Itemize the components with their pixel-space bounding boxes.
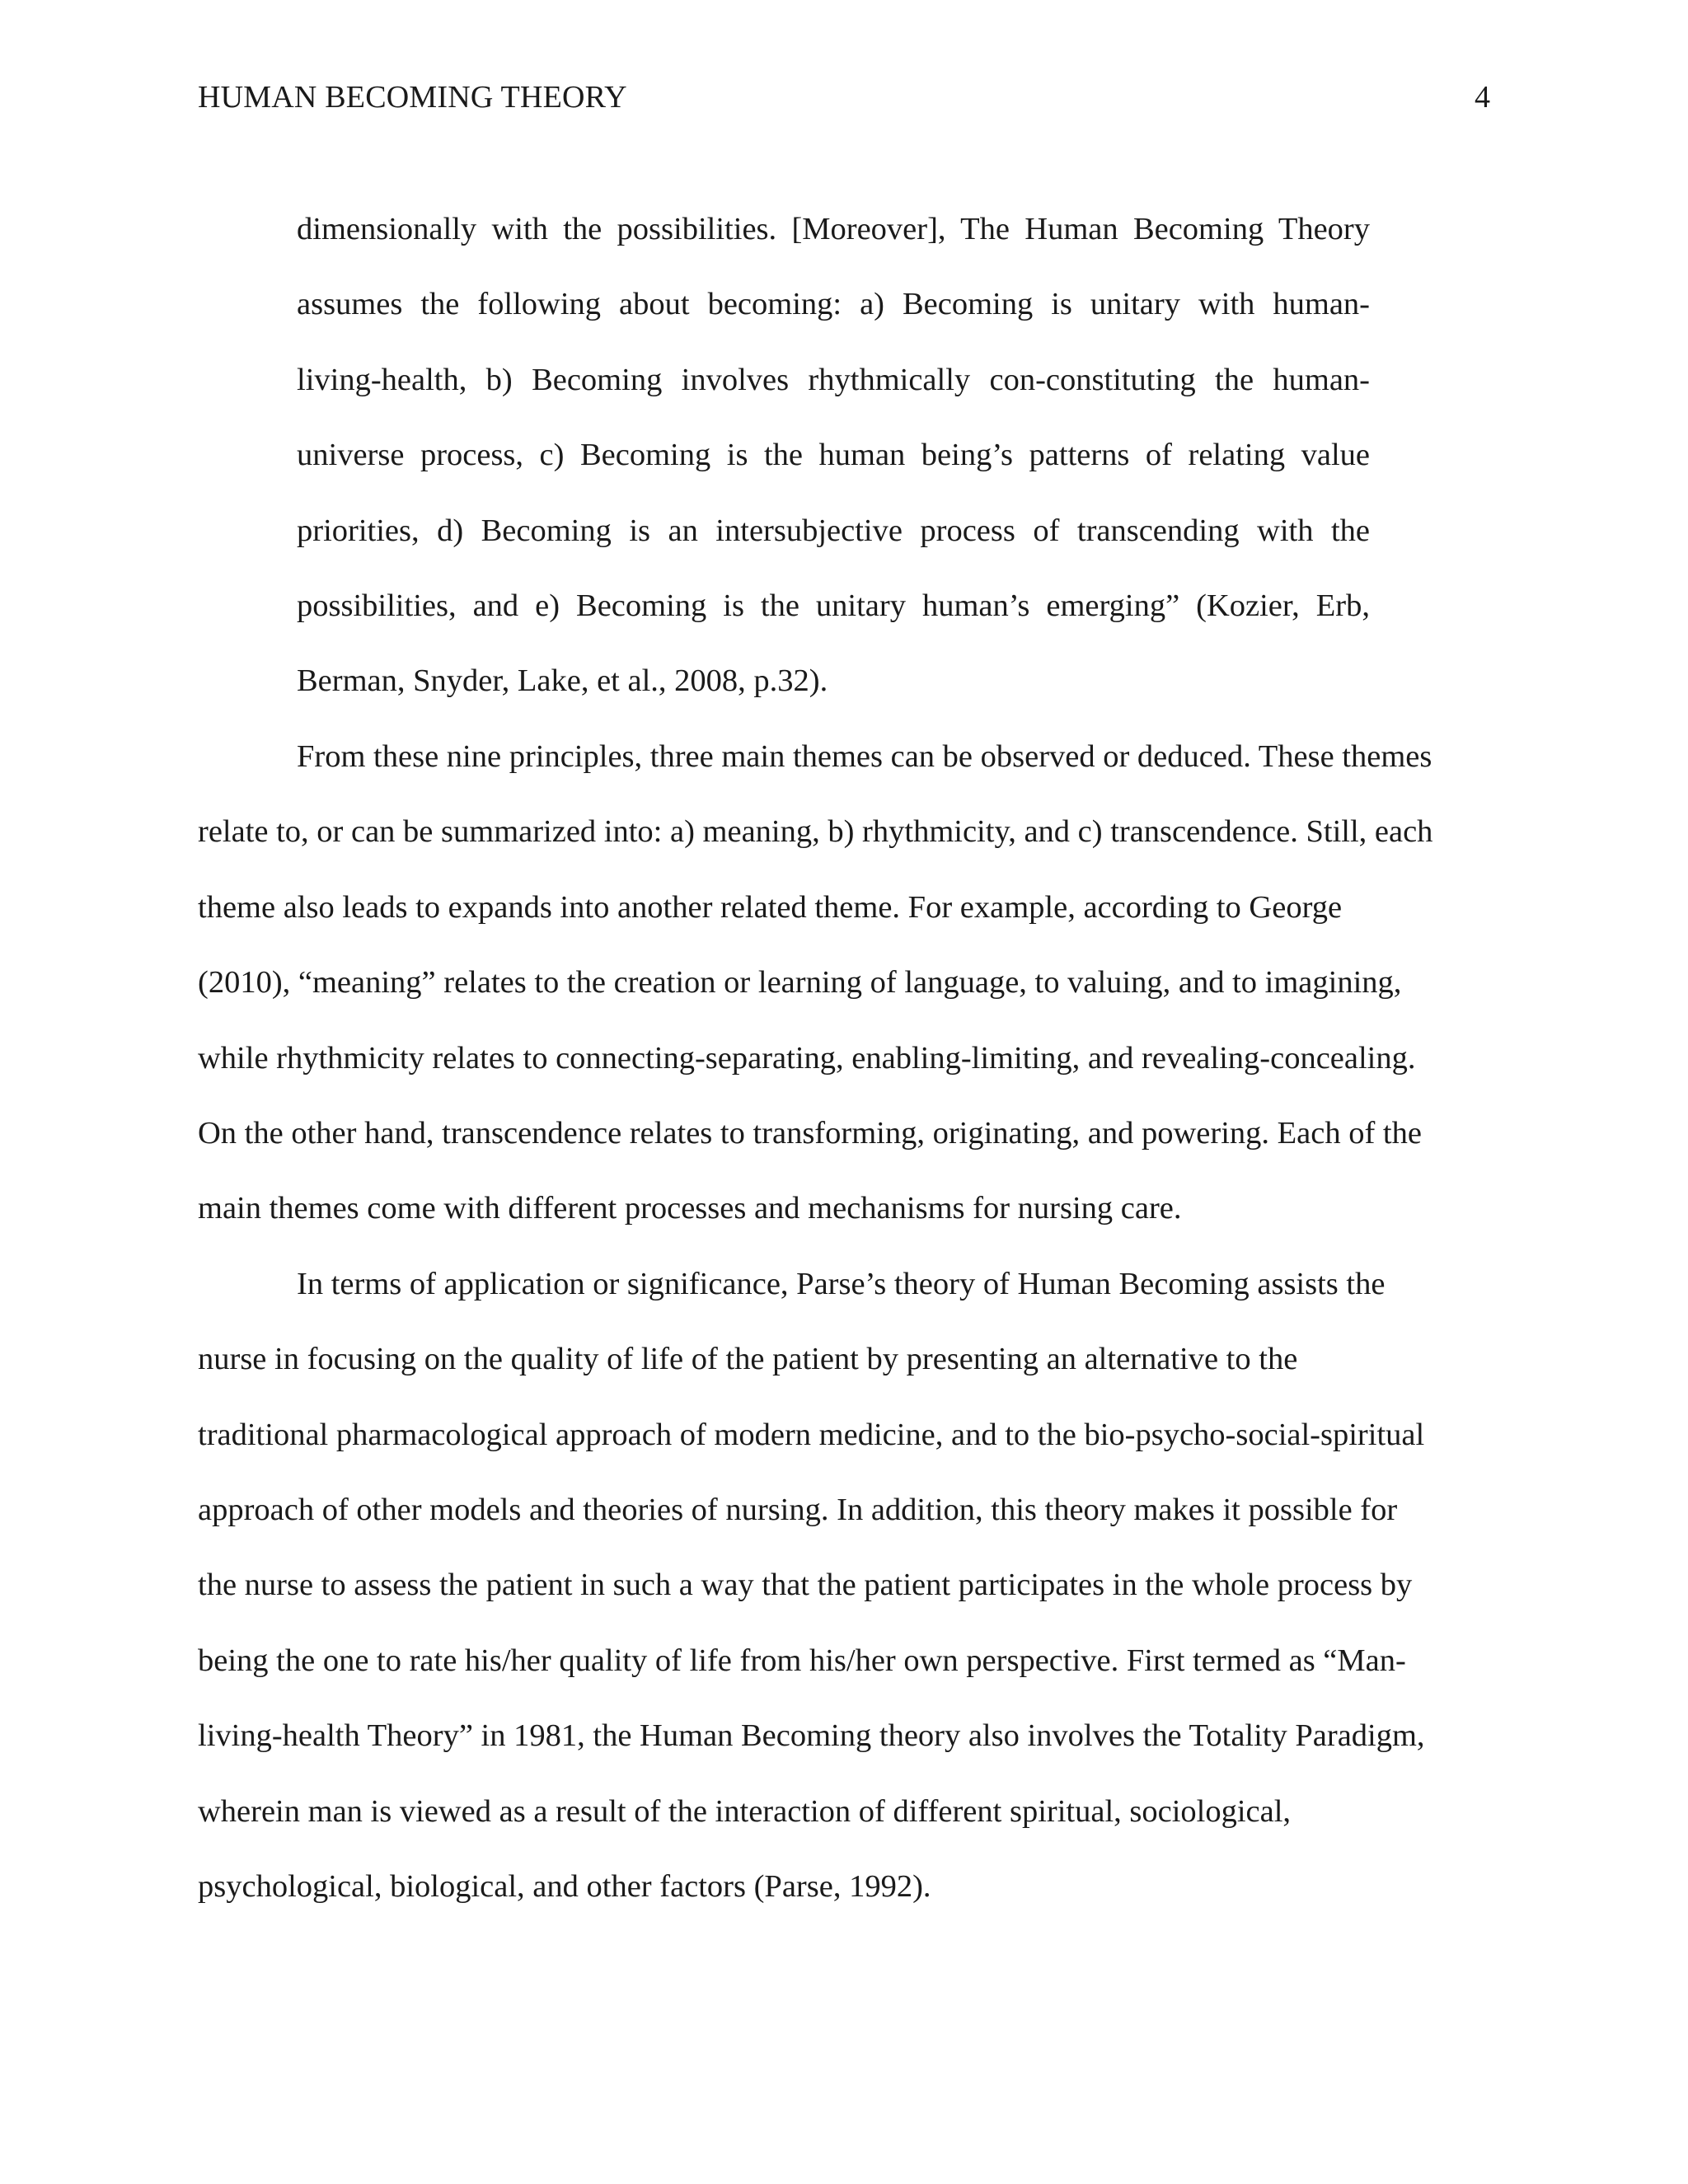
quote-line: priorities, d) Becoming is an intersubjective process of transcending with the [297,513,1370,548]
paragraph-line: traditional pharmacological approach of modern medicine, and to the bio-psycho-social-spiritual [198,1417,1425,1452]
paragraph-themes [198,719,1517,1247]
paragraph-line: relate to, or can be summarized into: a) meaning, b) rhythmicity, and c) transcendence. Still, each [198,814,1433,850]
body-text [198,719,1517,1925]
paragraph-line: wherein man is viewed as a result of the interaction of different spiritual, sociological, [198,1793,1292,1829]
page-number: 4 [1475,80,1490,115]
quote-line: living-health, b) Becoming involves rhythmically con-constituting the human- [297,362,1370,397]
quote-line: dimensionally with the possibilities. [Moreover], The Human Becoming Theory [297,212,1370,246]
paragraph-application [198,1247,1517,1925]
quote-line: assumes the following about becoming: a) Becoming is unitary with human- [297,287,1370,322]
quote-line: universe process, c) Becoming is the human being’s patterns of relating value [297,438,1370,473]
paragraph-line: (2010), “meaning” relates to the creation or learning of language, to valuing, and to imagining, [198,965,1402,1001]
paragraph-line: From these nine principles, three main themes can be observed or deduced. These themes [297,739,1432,774]
paragraph-line: living-health Theory” in 1981, the Human Becoming theory also involves the Totality Paradigm, [198,1718,1425,1754]
paragraph-line: being the one to rate his/her quality of life from his/her own perspective. First termed as “Man- [198,1643,1406,1678]
paragraph-line: main themes come with different processes and mechanisms for nursing care. [198,1191,1182,1226]
paragraph-line: On the other hand, transcendence relates to transforming, originating, and powering. Each of the [198,1116,1422,1151]
paragraph-line: approach of other models and theories of nursing. In addition, this theory makes it possible for [198,1493,1398,1528]
block-quote [297,192,1370,719]
paragraph-line: psychological, biological, and other factors (Parse, 1992). [198,1869,931,1905]
paragraph-line: while rhythmicity relates to connecting-separating, enabling-limiting, and revealing-concealing. [198,1040,1416,1076]
paragraph-line: nurse in focusing on the quality of life of the patient by presenting an alternative to the [198,1342,1298,1377]
paragraph-line: the nurse to assess the patient in such a way that the patient participates in the whole process by [198,1568,1413,1603]
running-head: HUMAN BECOMING THEORY [198,80,627,115]
quote-line: Berman, Snyder, Lake, et al., 2008, p.32). [297,663,828,699]
paragraph-line: In terms of application or significance, Parse’s theory of Human Becoming assists the [297,1266,1386,1301]
paragraph-line: theme also leads to expands into another related theme. For example, according to George [198,889,1343,925]
quote-line: possibilities, and e) Becoming is the unitary human’s emerging” (Kozier, Erb, [297,588,1370,624]
